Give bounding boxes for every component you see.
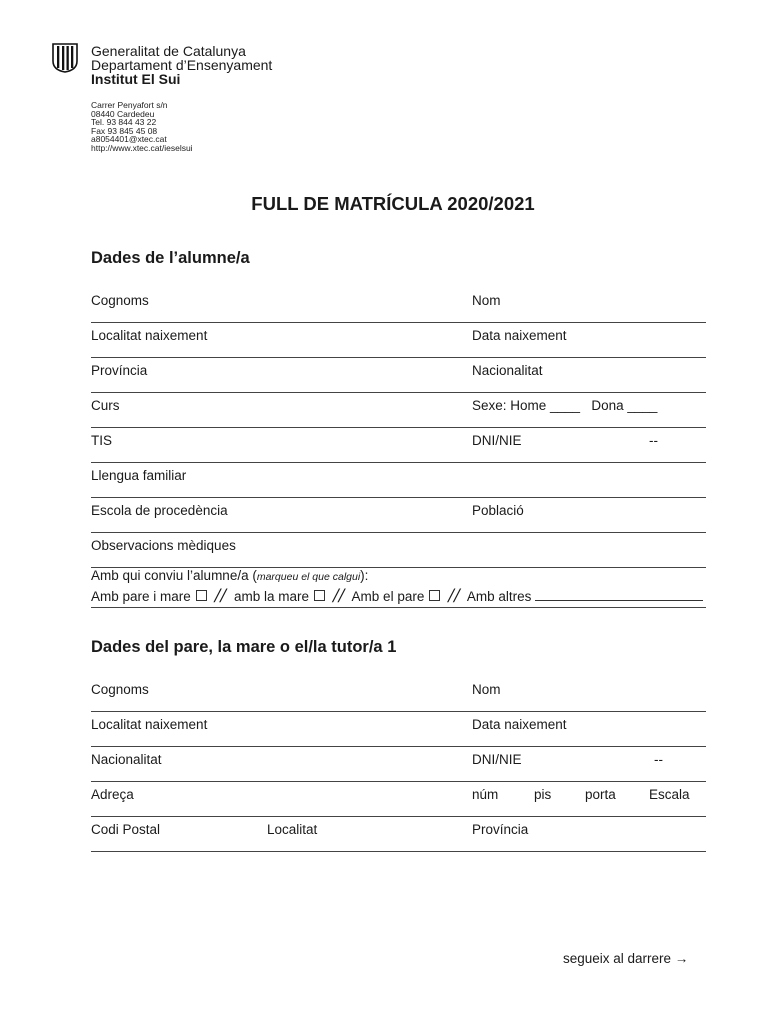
organization-block (91, 44, 272, 86)
field-label-tis: TIS (91, 433, 113, 448)
address-line: Carrer Penyafort s/n (91, 100, 168, 110)
continue-on-back-note: segueix al darrere → (563, 951, 689, 966)
guardian-section-heading: Dades del pare, la mare o el/la tutor/a 1 (91, 638, 397, 656)
lives-with-question (91, 568, 706, 583)
field-label-name: Nom (472, 293, 501, 308)
email-line: a8054401@xtec.cat (91, 134, 167, 145)
fax-line: Fax 93 845 45 08 (91, 125, 158, 136)
guardian-row-postal (91, 816, 706, 852)
guardian-dni-separator: -- (654, 752, 663, 767)
form-row-language (91, 462, 706, 498)
field-label-birthdate: Data naixement (472, 328, 567, 343)
field-label-town: Població (472, 503, 524, 518)
field-label-province: Província (91, 363, 148, 378)
form-row-birthplace-birthdate (91, 322, 706, 358)
guardian-label-name: Nom (472, 682, 501, 697)
website-line: http://www.xtec.cat/ieselsui (91, 142, 193, 153)
guardian-label-address: Adreça (91, 787, 134, 802)
field-label-previous-school: Escola de procedència (91, 503, 228, 518)
option-label-others: Amb altres (466, 589, 532, 604)
guardian-label-dni: DNI/NIE (472, 752, 522, 767)
option-label-mother: amb la mare (234, 589, 310, 604)
guardian-label-province: Província (472, 822, 529, 837)
phone-line: Tel. 93 844 43 22 (91, 117, 157, 128)
dni-separator: -- (649, 433, 658, 448)
form-row-province-nationality (91, 357, 706, 393)
separator-icon: // (333, 586, 345, 606)
guardian-label-locality: Localitat (267, 822, 318, 837)
generalitat-logo-icon (52, 43, 78, 73)
form-row-school-town (91, 497, 706, 533)
guardian-label-door: porta (585, 787, 616, 802)
guardian-label-surname: Cognoms (91, 682, 149, 697)
others-blank-line[interactable] (535, 599, 703, 601)
form-row-course-sex (91, 392, 706, 428)
guardian-label-birthplace: Localitat naixement (91, 717, 208, 732)
checkbox-mother[interactable] (314, 590, 325, 601)
separator-icon: // (214, 586, 227, 606)
form-row-medical (91, 532, 706, 568)
guardian-row-surname-name (91, 676, 706, 712)
option-label-father: Amb el pare (351, 589, 425, 604)
lives-with-suffix: ): (360, 568, 369, 583)
guardian-label-floor: pis (534, 787, 552, 802)
lives-with-label: Amb qui conviu l’alumne/a ( (91, 568, 257, 583)
guardian-row-address (91, 781, 706, 817)
checkbox-father[interactable] (429, 590, 440, 601)
checkbox-both-parents[interactable] (196, 590, 207, 601)
address-line: 08440 Cardedeu (91, 108, 155, 119)
guardian-row-nationality-dni (91, 746, 706, 782)
org-name: Generalitat de Catalunya (91, 43, 246, 59)
guardian-row-birthplace-birthdate (91, 711, 706, 747)
address-block (91, 101, 193, 153)
field-label-course: Curs (91, 398, 120, 413)
lives-with-options (91, 586, 706, 608)
guardian-label-number: núm (472, 787, 499, 802)
guardian-label-postal-code: Codi Postal (91, 822, 161, 837)
field-label-sex: Sexe: Home ____ Dona ____ (472, 398, 658, 413)
form-row-tis-dni (91, 427, 706, 463)
field-label-medical-notes: Observacions mèdiques (91, 538, 236, 553)
field-label-nationality: Nacionalitat (472, 363, 543, 378)
page-title: FULL DE MATRÍCULA 2020/2021 (251, 193, 535, 214)
lives-with-hint: marqueu el que calgui (256, 571, 361, 583)
department-name: Departament d’Ensenyament (91, 57, 273, 73)
student-section-heading: Dades de l’alumne/a (91, 249, 250, 267)
field-label-birthplace: Localitat naixement (91, 328, 208, 343)
field-label-language: Llengua familiar (91, 468, 187, 483)
field-label-surname: Cognoms (91, 293, 149, 308)
field-label-dni: DNI/NIE (472, 433, 522, 448)
separator-icon: // (448, 586, 460, 606)
institute-name: Institut El Sui (91, 71, 181, 87)
option-label-both-parents: Amb pare i mare (91, 589, 191, 604)
guardian-label-staircase: Escala (649, 787, 690, 802)
guardian-label-nationality: Nacionalitat (91, 752, 162, 767)
form-row-surname-name (91, 287, 706, 323)
guardian-label-birthdate: Data naixement (472, 717, 567, 732)
